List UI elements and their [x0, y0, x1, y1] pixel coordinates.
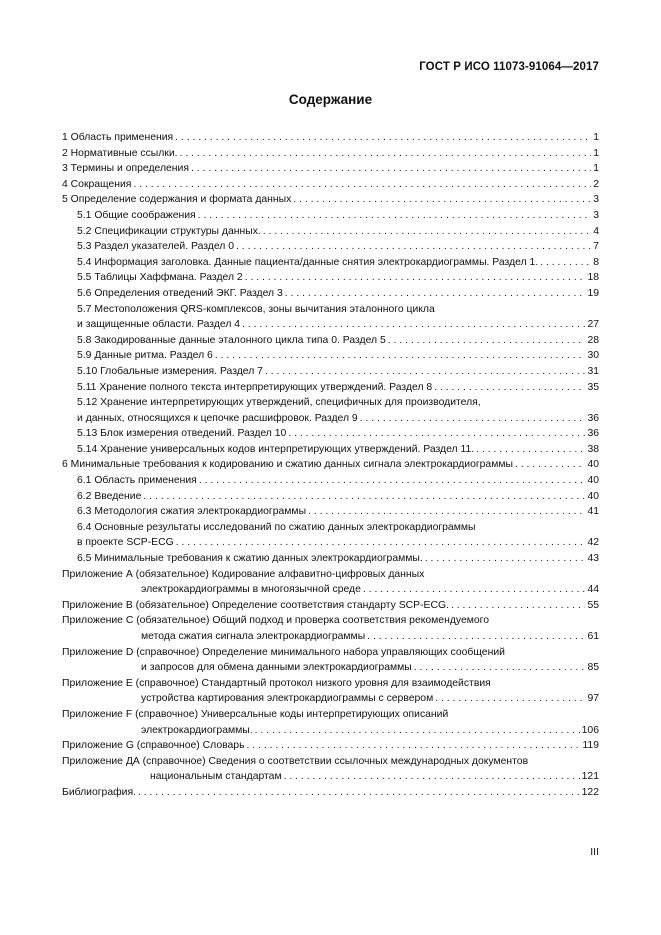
page-title: Содержание — [288, 92, 373, 107]
toc-page-number: 1 — [593, 147, 599, 159]
toc-entry-title: Библиография. — [62, 786, 136, 798]
toc-entry[interactable] — [62, 286, 599, 302]
document-header: ГОСТ Р ИСО 11073-91064—2017 — [419, 61, 599, 73]
dot-leader — [247, 738, 581, 754]
toc-entry-title-cont: устройства картирования электрокардиограммы с сервером — [141, 693, 434, 705]
toc-entry[interactable] — [62, 457, 599, 473]
table-of-contents — [62, 130, 599, 801]
dot-leader — [360, 411, 586, 427]
toc-entry[interactable] — [62, 551, 599, 567]
dot-leader — [191, 161, 591, 177]
dot-leader — [451, 598, 586, 614]
toc-entry[interactable] — [62, 333, 599, 349]
toc-page-number: 44 — [587, 584, 599, 596]
toc-entry-title: 5.7 Местоположения QRS-комплексов, зоны вычитания эталонного цикла — [77, 303, 435, 315]
toc-page-number: 2 — [593, 178, 599, 190]
toc-page-number: 122 — [581, 786, 599, 798]
toc-entry[interactable] — [62, 489, 599, 505]
dot-leader — [363, 582, 586, 598]
dot-leader — [284, 769, 580, 785]
dot-leader — [288, 426, 585, 442]
dot-leader — [308, 504, 585, 520]
toc-entry-title: 5.1 Общие соображения — [77, 209, 196, 221]
page-number-roman: III — [590, 846, 599, 858]
dot-leader — [285, 286, 586, 302]
toc-entry[interactable] — [62, 270, 599, 286]
toc-page-number: 36 — [587, 412, 599, 424]
toc-entry-title: 5.10 Глобальные измерения. Раздел 7 — [77, 365, 263, 377]
toc-page-number: 18 — [587, 272, 599, 284]
toc-entry[interactable] — [62, 676, 599, 707]
toc-entry[interactable] — [62, 442, 599, 458]
toc-entry-title: 5.5 Таблицы Хаффмана. Раздел 2 — [77, 272, 243, 284]
toc-entry[interactable] — [62, 255, 599, 271]
toc-entry-title: 5.14 Хранение универсальных кодов интерпретирующих утверждений. Раздел 11. — [77, 443, 475, 455]
toc-page-number: 42 — [587, 537, 599, 549]
toc-entry[interactable] — [62, 754, 599, 785]
toc-page-number: 40 — [587, 490, 599, 502]
toc-entry-title: 5.9 Данные ритма. Раздел 6 — [77, 350, 213, 362]
dot-leader — [255, 723, 580, 739]
toc-entry-title: 5.12 Хранение интерпретирующих утверждений, специфичных для производителя, — [77, 397, 481, 409]
toc-entry[interactable] — [62, 645, 599, 676]
toc-page-number: 43 — [587, 553, 599, 565]
dot-leader — [198, 208, 592, 224]
toc-entry[interactable] — [62, 224, 599, 240]
toc-entry-title: 5.13 Блок измерения отведений. Раздел 10 — [77, 428, 287, 440]
dot-leader — [293, 192, 591, 208]
toc-entry-title: 5.4 Информация заголовка. Данные пациента/данные снятия электрокардиограммы. Раздел 1. — [77, 256, 539, 268]
toc-entry[interactable] — [62, 707, 599, 738]
toc-entry[interactable] — [62, 504, 599, 520]
toc-page-number: 1 — [593, 163, 599, 175]
toc-entry[interactable] — [62, 520, 599, 551]
toc-entry[interactable] — [62, 785, 599, 801]
toc-page-number: 35 — [587, 381, 599, 393]
toc-entry[interactable] — [62, 239, 599, 255]
toc-page-number: 40 — [587, 475, 599, 487]
toc-page-number: 7 — [593, 241, 599, 253]
toc-entry-title-cont: в проекте SCP-ECG — [77, 537, 174, 549]
toc-entry[interactable] — [62, 380, 599, 396]
toc-page-number: 3 — [593, 209, 599, 221]
toc-entry-title-cont: и защищенные области. Раздел 4 — [77, 319, 241, 331]
toc-page-number: 38 — [587, 443, 599, 455]
toc-entry-title: 6.5 Минимальные требования к сжатию данных электрокардиограммы. — [77, 553, 423, 565]
dot-leader — [434, 380, 585, 396]
toc-entry[interactable] — [62, 130, 599, 146]
toc-entry-title: 2 Нормативные ссылки. — [62, 147, 178, 159]
dot-leader — [425, 551, 586, 567]
toc-page-number: 8 — [593, 256, 599, 268]
dot-leader — [414, 660, 586, 676]
toc-entry-title: 5.3 Раздел указателей. Раздел 0 — [77, 241, 235, 253]
dot-leader — [540, 255, 591, 271]
toc-entry-title: 5.8 Закодированные данные эталонного цикла типа 0. Раздел 5 — [77, 334, 386, 346]
toc-entry-title: Приложение С (обязательное) Общий подход и проверка соответствия рекомендуемого — [62, 615, 490, 627]
toc-page-number: 28 — [587, 334, 599, 346]
toc-entry[interactable] — [62, 146, 599, 162]
dot-leader — [242, 317, 585, 333]
toc-entry[interactable] — [62, 192, 599, 208]
dot-leader — [180, 146, 592, 162]
dot-leader — [199, 473, 586, 489]
toc-entry-title: 3 Термины и определения — [62, 163, 189, 175]
toc-entry-title: 5.11 Хранение полного текста интерпретирующих утверждений. Раздел 8 — [77, 381, 433, 393]
toc-entry[interactable] — [62, 177, 599, 193]
toc-entry-title: Приложение D (справочное) Определение минимального набора управляющих сообщений — [62, 646, 505, 658]
toc-entry-title: 1 Область применения — [62, 132, 174, 143]
toc-entry-title: 6.3 Методология сжатия электрокардиограммы — [77, 506, 307, 518]
toc-page-number: 41 — [587, 506, 599, 518]
toc-page-number: 40 — [587, 459, 599, 471]
toc-page-number: 1 — [593, 132, 599, 143]
toc-entry[interactable] — [62, 598, 599, 614]
dot-leader — [265, 364, 585, 380]
toc-entry-title-cont: метода сжатия сигнала электрокардиограммы — [141, 631, 366, 642]
dot-leader — [236, 239, 591, 255]
toc-entry[interactable] — [62, 395, 599, 426]
toc-entry-title: 5.2 Спецификации структуры данных. — [77, 225, 261, 237]
toc-entry[interactable] — [62, 473, 599, 489]
toc-page-number: 85 — [587, 662, 599, 674]
dot-leader — [138, 785, 580, 801]
toc-entry[interactable] — [62, 738, 599, 754]
toc-entry-title-cont: электрокардиограммы. — [141, 724, 253, 736]
toc-page-number: 31 — [587, 365, 599, 377]
toc-entry[interactable] — [62, 364, 599, 380]
toc-entry-title: Приложение G (справочное) Словарь — [62, 740, 245, 752]
toc-entry-title: Приложение А (обязательное) Кодирование алфавитно-цифровых данных — [62, 568, 425, 580]
dot-leader — [367, 629, 585, 645]
toc-page-number: 19 — [587, 287, 599, 299]
dot-leader — [133, 177, 591, 193]
toc-entry-title: 5.6 Определения отведений ЭКГ. Раздел 3 — [77, 287, 283, 299]
toc-entry[interactable] — [62, 426, 599, 442]
dot-leader — [476, 442, 585, 458]
dot-leader — [515, 457, 585, 473]
toc-entry-title-cont: национальным стандартам — [150, 771, 282, 783]
toc-page-number: 121 — [581, 771, 599, 783]
toc-entry[interactable] — [62, 302, 599, 333]
toc-page-number: 55 — [587, 599, 599, 611]
toc-page-number: 36 — [587, 428, 599, 440]
toc-page-number: 97 — [587, 693, 599, 705]
toc-page-number: 27 — [587, 319, 599, 331]
toc-page-number: 61 — [587, 631, 599, 642]
dot-leader — [176, 535, 586, 551]
toc-page-number: 30 — [587, 350, 599, 362]
toc-entry-title: Приложение Е (справочное) Стандартный протокол низкого уровня для взаимодействия — [62, 677, 491, 689]
toc-page-number: 3 — [593, 194, 599, 206]
dot-leader — [175, 130, 591, 146]
toc-entry-title: Приложение F (справочное) Универсальные коды интерпретирующих описаний — [62, 708, 449, 720]
toc-entry-title: 6.1 Область применения — [77, 475, 197, 487]
toc-entry-title-cont: электрокардиограммы в многоязычной среде — [141, 584, 361, 596]
toc-entry-title: 6.2 Введение — [77, 490, 142, 502]
toc-entry[interactable] — [62, 567, 599, 598]
toc-page-number: 106 — [581, 724, 599, 736]
toc-entry-title-cont: и запросов для обмена данными электрокардиограммы — [141, 662, 412, 674]
dot-leader — [435, 691, 585, 707]
dot-leader — [245, 270, 586, 286]
toc-page-number: 4 — [593, 225, 599, 237]
toc-entry-title: 4 Сокращения — [62, 178, 132, 190]
toc-entry[interactable] — [62, 161, 599, 177]
toc-entry-title: 6.4 Основные результаты исследований по сжатию данных электрокардиограммы — [77, 521, 476, 533]
toc-page-number: 119 — [582, 740, 599, 752]
toc-entry-title: 5 Определение содержания и формата данных — [62, 194, 292, 206]
toc-entry[interactable] — [62, 208, 599, 224]
toc-entry[interactable] — [62, 348, 599, 364]
toc-entry-title: 6 Минимальные требования к кодированию и сжатию данных сигнала электрокардиограммы — [62, 459, 513, 471]
toc-entry-title: Приложение ДА (справочное) Сведения о соответствии ссылочных международных документов — [62, 755, 529, 767]
dot-leader — [388, 333, 586, 349]
dot-leader — [215, 348, 586, 364]
toc-entry-title-cont: и данных, относящихся к цепочке расшифровок. Раздел 9 — [77, 412, 358, 424]
dot-leader — [263, 224, 591, 240]
dot-leader — [143, 489, 585, 505]
toc-entry[interactable] — [62, 613, 599, 644]
toc-entry-title: Приложение В (обязательное) Определение соответствия стандарту SCP-ECG. — [62, 599, 449, 611]
